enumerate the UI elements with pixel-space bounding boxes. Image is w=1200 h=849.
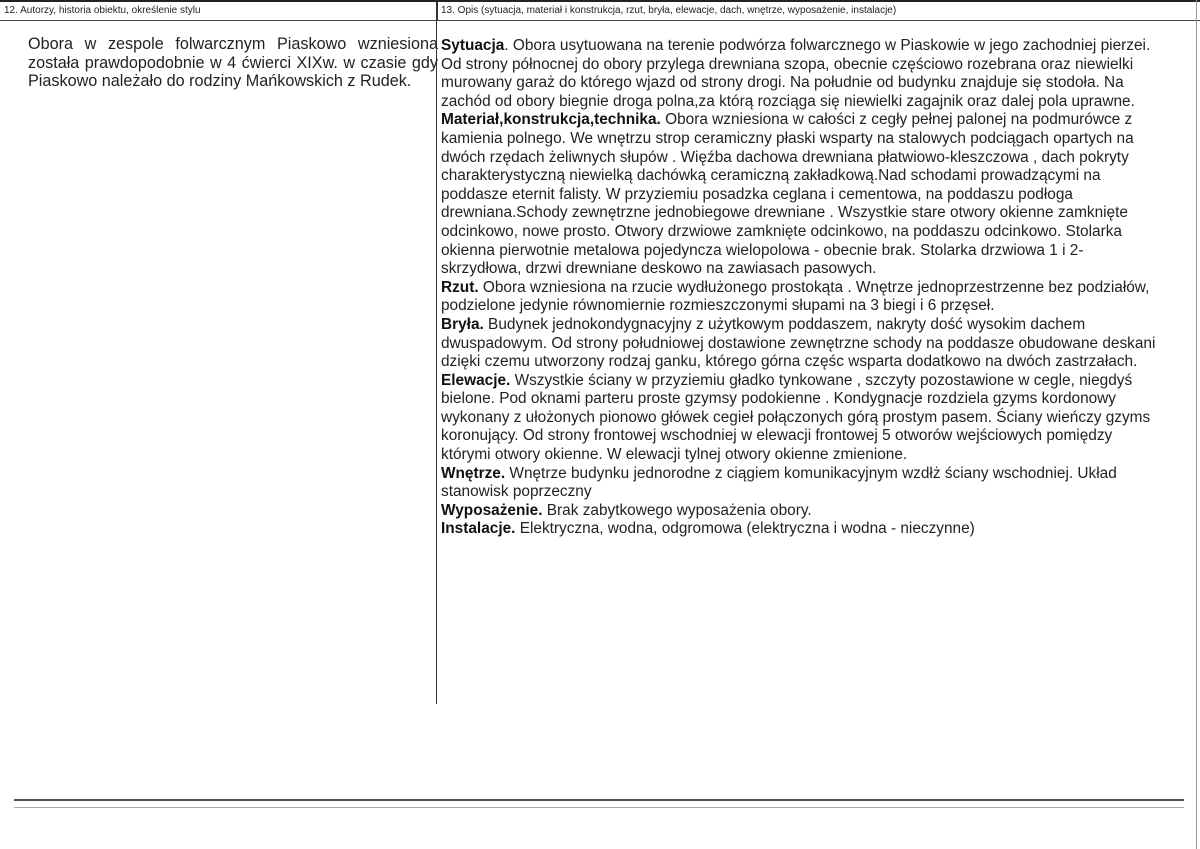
section-text: . Obora usytuowana na terenie podwórza folwarcznego w Piaskowie w jego zachodniej pierzei. Od strony północnej do obory przylega drewniana szopa, obecnie częściowo rozebrana oraz niewielki murowany garaż do którego wjazd od strony drogi. Na południe od budynku znajduje się stodoła. Na zachód od obory biegnie droga polna,za którą rozciąga się niewielki zagajnik oraz dalej pola uprawne. (441, 37, 1151, 110)
section-text: Brak zabytkowego wyposażenia obory. (542, 501, 812, 519)
page-right-edge (1196, 0, 1197, 849)
column-divider (436, 2, 437, 704)
section-bryla (441, 316, 1161, 372)
section-title: Instalacje. (441, 520, 516, 538)
section-text: Elektryczna, wodna, odgromowa (elektryczna i wodna - nieczynne) (515, 520, 975, 538)
section-title: Bryła. (441, 315, 484, 333)
section-rzut (441, 279, 1161, 316)
history-text: Obora w zespole folwarcznym Piaskowo wzniesiona została prawdopodobnie w 4 ćwierci XIXw. w czasie gdy Piaskowo należało do rodziny Mańkowskich z Rudek. (28, 35, 438, 90)
field-12-label: 12. Autorzy, historia obiektu, określenie stylu (4, 5, 201, 16)
section-text: Obora wzniesiona na rzucie wydłużonego prostokąta . Wnętrze jednoprzestrzenne bez podziałów, podzielone jedynie równomiernie rozmieszczonymi słupami na 3 biegi i 6 przęseł. (441, 278, 1150, 315)
section-wyposazenie (441, 502, 1161, 521)
section-title: Rzut. (441, 278, 479, 296)
description-field (441, 37, 1161, 539)
section-wnetrze (441, 465, 1161, 502)
footer-rule-secondary (14, 807, 1184, 808)
footer-rule (14, 799, 1184, 801)
section-title: Elewacje. (441, 371, 511, 389)
section-text: Budynek jednokondygnacyjny z użytkowym poddaszem, nakryty dość wysokim dachem dwuspadowym. Od strony południowej dostawione zewnętrzne schody na poddasze obudowane deskani dzięki czemu utworzony rodzaj ganku, którego górna częśc wsparta dodatkowo na dwóch zastrzałach. (441, 315, 1156, 371)
section-title: Sytuacja (441, 37, 505, 54)
section-elewacje (441, 372, 1161, 465)
field-13-label: 13. Opis (sytuacja, materiał i konstrukcja, rzut, bryła, elewacje, dach, wnętrze, wyposażenie, instalacje) (441, 5, 897, 16)
section-material (441, 111, 1161, 278)
section-sytuacja (441, 37, 1161, 111)
form-header-row (0, 2, 1200, 21)
section-text: Obora wzniesiona w całości z cegły pełnej palonej na podmurówce z kamienia polnego. We wnętrzu strop ceramiczny płaski wsparty na stalowych podciągach opartych na dwóch rzędach żeliwnych słupów . Więźba dachowa drewniana płatwiowo-kleszczowa , dach pokryty charakterystyczną niewielką dachówką ceramiczną zakładkową.Nad schodami prowadzącymi na poddasze eternit falisty. W przyziemiu posadzka ceglana i cementowa, na poddaszu podłoga drewniana.Schody zewnętrzne jednobiegowe drewniane . Wszystkie stare otwory okienne zamknięte odcinkowo, nowe prosto. Otwory drzwiowe zamknięte odcinkowo, na poddaszu odcinkowo. Stolarka okienna pierwotnie metalowa pojedyncza wielopolowa - obecnie brak. Stolarka drzwiowa 1 i 2-skrzydłowa, drzwi drewniane deskowo na zawiasach pasowych. (441, 111, 1134, 278)
history-field (28, 35, 438, 91)
section-instalacje (441, 520, 1161, 539)
section-text: Wnętrze budynku jednorodne z ciągiem komunikacyjnym wzdłż ściany wschodniej. Układ stanowisk poprzeczny (441, 464, 1117, 501)
section-title: Materiał,konstrukcja,technika. (441, 111, 661, 129)
section-title: Wnętrze. (441, 464, 506, 482)
section-title: Wyposażenie. (441, 501, 543, 519)
section-text: Wszystkie ściany w przyziemiu gładko tynkowane , szczyty pozostawione w cegle, niegdyś bielone. Pod oknami parteru proste gzymsy podokienne . Kondygnacje rozdziela gzyms kordonowy wykonany z ułożonych pionowo główek cegieł połączonych górą prostym pasem. Ściany wieńczy gzyms koronujący. Od strony frontowej wschodniej w elewacji frontowej 5 otworów wejściowych pomiędzy którymi otwory okienne. W elewacji tylnej otwory okienne zmienione. (441, 371, 1151, 464)
